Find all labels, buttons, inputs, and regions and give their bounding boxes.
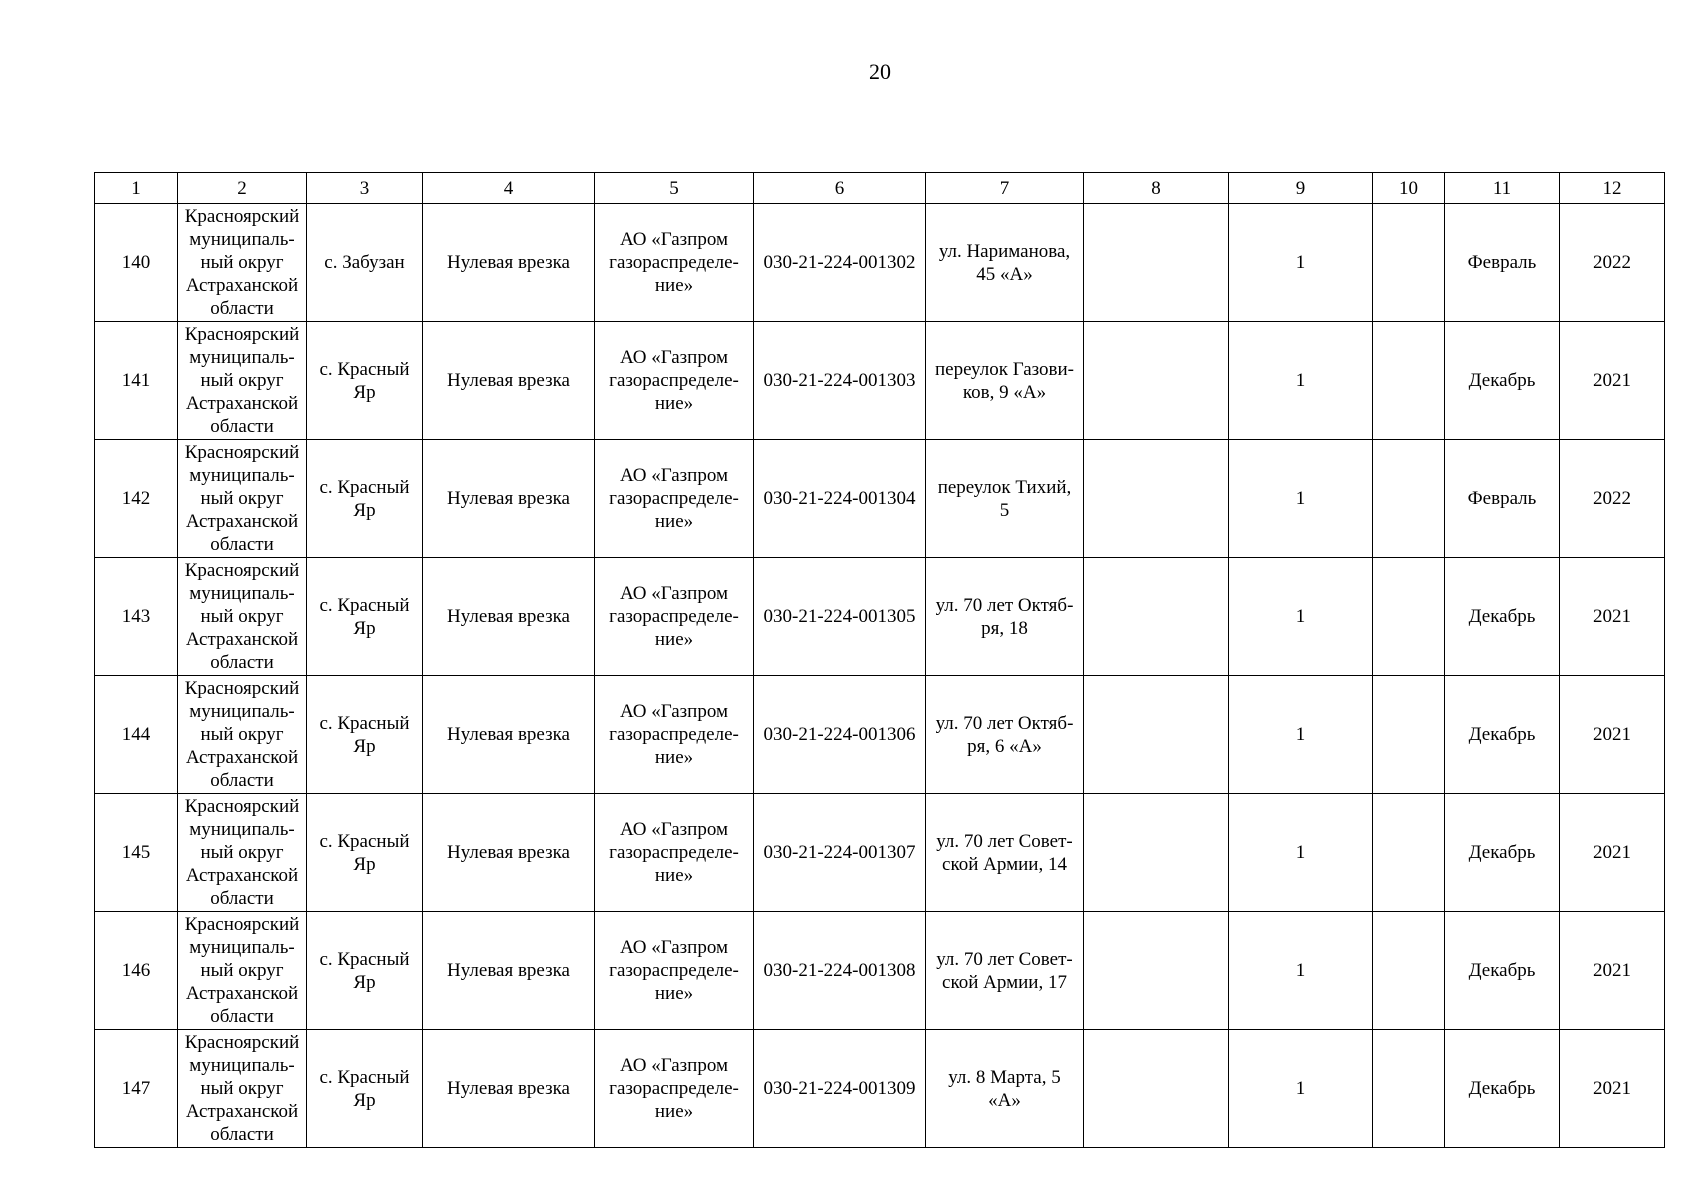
connection-type-cell: Нулевая врезка bbox=[423, 204, 595, 322]
connection-type-cell: Нулевая врезка bbox=[423, 912, 595, 1030]
row-number-cell: 146 bbox=[95, 912, 178, 1030]
column-10-cell bbox=[1373, 912, 1445, 1030]
row-number-cell: 143 bbox=[95, 558, 178, 676]
settlement-cell bbox=[307, 204, 423, 322]
org-line: АО «Газпром bbox=[619, 229, 729, 250]
district-line: области bbox=[210, 416, 274, 437]
quantity-cell: 1 bbox=[1229, 558, 1373, 676]
address-line: ской Армии, 14 bbox=[942, 853, 1067, 875]
month-cell: Февраль bbox=[1445, 204, 1560, 322]
settlement-line: Яр bbox=[353, 735, 376, 757]
column-10-cell bbox=[1373, 558, 1445, 676]
column-10-cell bbox=[1373, 204, 1445, 322]
address-line: ской Армии, 17 bbox=[942, 971, 1067, 993]
connection-type-cell: Нулевая врезка bbox=[423, 794, 595, 912]
registry-table bbox=[94, 172, 1665, 1148]
address-cell bbox=[926, 794, 1084, 912]
district-cell bbox=[178, 1030, 307, 1148]
organization-cell bbox=[595, 912, 754, 1030]
column-header: 10 bbox=[1373, 173, 1445, 204]
table-row bbox=[95, 322, 1665, 440]
settlement-cell bbox=[307, 794, 423, 912]
district-line: Красноярский bbox=[184, 796, 300, 817]
quantity-cell: 1 bbox=[1229, 794, 1373, 912]
district-line: ный округ bbox=[200, 252, 284, 273]
table-row bbox=[95, 1030, 1665, 1148]
district-cell bbox=[178, 440, 307, 558]
column-8-cell bbox=[1084, 204, 1229, 322]
column-8-cell bbox=[1084, 322, 1229, 440]
district-line: области bbox=[210, 1124, 274, 1145]
column-8-cell bbox=[1084, 794, 1229, 912]
org-line: газораспределе- bbox=[609, 1078, 739, 1099]
org-line: газораспределе- bbox=[609, 842, 739, 863]
organization-cell bbox=[595, 1030, 754, 1148]
table-body bbox=[95, 204, 1665, 1148]
org-line: газораспределе- bbox=[609, 370, 739, 391]
column-10-cell bbox=[1373, 440, 1445, 558]
year-cell: 2022 bbox=[1560, 204, 1665, 322]
organization-cell bbox=[595, 794, 754, 912]
district-line: Астраханской bbox=[185, 865, 299, 886]
month-cell: Декабрь bbox=[1445, 322, 1560, 440]
district-line: муниципаль- bbox=[189, 937, 295, 958]
address-cell bbox=[926, 676, 1084, 794]
address-line: ков, 9 «А» bbox=[962, 381, 1047, 403]
object-code-cell: 030-21-224-001309 bbox=[754, 1030, 926, 1148]
address-line: «А» bbox=[988, 1089, 1021, 1111]
address-line: 45 «А» bbox=[976, 263, 1033, 285]
address-line: ул. 70 лет Совет- bbox=[936, 948, 1073, 970]
object-code-cell: 030-21-224-001305 bbox=[754, 558, 926, 676]
address-cell bbox=[926, 440, 1084, 558]
quantity-cell: 1 bbox=[1229, 1030, 1373, 1148]
object-code-cell: 030-21-224-001303 bbox=[754, 322, 926, 440]
year-cell: 2021 bbox=[1560, 558, 1665, 676]
org-line: газораспределе- bbox=[609, 724, 739, 745]
table-row bbox=[95, 912, 1665, 1030]
settlement-line: Яр bbox=[353, 381, 376, 403]
object-code-cell: 030-21-224-001304 bbox=[754, 440, 926, 558]
column-8-cell bbox=[1084, 912, 1229, 1030]
year-cell: 2021 bbox=[1560, 912, 1665, 1030]
table-row bbox=[95, 204, 1665, 322]
district-line: Красноярский bbox=[184, 1032, 300, 1053]
organization-cell bbox=[595, 204, 754, 322]
column-header: 6 bbox=[754, 173, 926, 204]
connection-type-cell: Нулевая врезка bbox=[423, 440, 595, 558]
settlement-line: с. Красный bbox=[319, 594, 410, 616]
district-line: области bbox=[210, 534, 274, 555]
org-line: АО «Газпром bbox=[619, 1055, 729, 1076]
org-line: АО «Газпром bbox=[619, 819, 729, 840]
settlement-cell bbox=[307, 322, 423, 440]
org-line: АО «Газпром bbox=[619, 465, 729, 486]
month-cell: Декабрь bbox=[1445, 676, 1560, 794]
organization-cell bbox=[595, 322, 754, 440]
org-line: газораспределе- bbox=[609, 606, 739, 627]
district-line: муниципаль- bbox=[189, 1055, 295, 1076]
table-row bbox=[95, 558, 1665, 676]
address-line: переулок Газови- bbox=[935, 358, 1074, 380]
quantity-cell: 1 bbox=[1229, 912, 1373, 1030]
district-line: Красноярский bbox=[184, 560, 300, 581]
settlement-line: с. Красный bbox=[319, 358, 410, 380]
district-line: Астраханской bbox=[185, 511, 299, 532]
district-line: Красноярский bbox=[184, 206, 300, 227]
address-line: ул. 70 лет Октяб- bbox=[935, 712, 1074, 734]
address-line: переулок Тихий, bbox=[937, 476, 1072, 498]
org-line: газораспределе- bbox=[609, 960, 739, 981]
column-header: 9 bbox=[1229, 173, 1373, 204]
address-line: ул. 70 лет Совет- bbox=[936, 830, 1073, 852]
column-header: 4 bbox=[423, 173, 595, 204]
district-line: области bbox=[210, 298, 274, 319]
year-cell: 2021 bbox=[1560, 676, 1665, 794]
district-line: Астраханской bbox=[185, 983, 299, 1004]
column-8-cell bbox=[1084, 1030, 1229, 1148]
column-10-cell bbox=[1373, 794, 1445, 912]
month-cell: Декабрь bbox=[1445, 912, 1560, 1030]
row-number-cell: 140 bbox=[95, 204, 178, 322]
connection-type-cell: Нулевая врезка bbox=[423, 558, 595, 676]
settlement-cell bbox=[307, 676, 423, 794]
settlement-cell bbox=[307, 558, 423, 676]
organization-cell bbox=[595, 440, 754, 558]
settlement-cell bbox=[307, 440, 423, 558]
district-cell bbox=[178, 676, 307, 794]
district-line: Астраханской bbox=[185, 629, 299, 650]
connection-type-cell: Нулевая врезка bbox=[423, 1030, 595, 1148]
district-line: ный округ bbox=[200, 606, 284, 627]
settlement-line: Яр bbox=[353, 499, 376, 521]
settlement-line: с. Красный bbox=[319, 476, 410, 498]
column-header: 3 bbox=[307, 173, 423, 204]
address-line: ря, 6 «А» bbox=[967, 735, 1042, 757]
settlement-cell bbox=[307, 912, 423, 1030]
object-code-cell: 030-21-224-001306 bbox=[754, 676, 926, 794]
table-row bbox=[95, 676, 1665, 794]
row-number-cell: 141 bbox=[95, 322, 178, 440]
district-line: Астраханской bbox=[185, 747, 299, 768]
district-line: Астраханской bbox=[185, 1101, 299, 1122]
org-line: ние» bbox=[654, 275, 694, 296]
address-line: ул. 70 лет Октяб- bbox=[935, 594, 1074, 616]
month-cell: Февраль bbox=[1445, 440, 1560, 558]
district-cell bbox=[178, 912, 307, 1030]
month-cell: Декабрь bbox=[1445, 794, 1560, 912]
settlement-line: с. Красный bbox=[319, 1066, 410, 1088]
column-10-cell bbox=[1373, 1030, 1445, 1148]
district-line: области bbox=[210, 888, 274, 909]
settlement-line: с. Забузан bbox=[324, 252, 405, 273]
settlement-line: Яр bbox=[353, 853, 376, 875]
page-number: 20 bbox=[869, 59, 891, 84]
row-number-cell: 142 bbox=[95, 440, 178, 558]
address-cell bbox=[926, 912, 1084, 1030]
column-8-cell bbox=[1084, 558, 1229, 676]
table-row bbox=[95, 794, 1665, 912]
column-header: 1 bbox=[95, 173, 178, 204]
table-row bbox=[95, 440, 1665, 558]
district-line: муниципаль- bbox=[189, 583, 295, 604]
column-8-cell bbox=[1084, 440, 1229, 558]
column-10-cell bbox=[1373, 676, 1445, 794]
settlement-line: Яр bbox=[353, 1089, 376, 1111]
district-cell bbox=[178, 322, 307, 440]
organization-cell bbox=[595, 558, 754, 676]
org-line: ние» bbox=[654, 1101, 694, 1122]
address-line: 5 bbox=[999, 499, 1010, 521]
organization-cell bbox=[595, 676, 754, 794]
address-line: ря, 18 bbox=[981, 617, 1028, 639]
table-header bbox=[95, 173, 1665, 204]
org-line: газораспределе- bbox=[609, 488, 739, 509]
settlement-line: с. Красный bbox=[319, 948, 410, 970]
district-line: муниципаль- bbox=[189, 347, 295, 368]
district-line: Красноярский bbox=[184, 442, 300, 463]
row-number-cell: 145 bbox=[95, 794, 178, 912]
settlement-cell bbox=[307, 1030, 423, 1148]
object-code-cell: 030-21-224-001302 bbox=[754, 204, 926, 322]
column-10-cell bbox=[1373, 322, 1445, 440]
district-cell bbox=[178, 558, 307, 676]
org-line: ние» bbox=[654, 983, 694, 1004]
district-line: ный округ bbox=[200, 488, 284, 509]
district-line: Астраханской bbox=[185, 275, 299, 296]
row-number-cell: 147 bbox=[95, 1030, 178, 1148]
district-line: муниципаль- bbox=[189, 229, 295, 250]
district-cell bbox=[178, 204, 307, 322]
district-line: ный округ bbox=[200, 1078, 284, 1099]
address-line: ул. 8 Марта, 5 bbox=[948, 1066, 1061, 1088]
object-code-cell: 030-21-224-001307 bbox=[754, 794, 926, 912]
district-line: Красноярский bbox=[184, 678, 300, 699]
quantity-cell: 1 bbox=[1229, 676, 1373, 794]
connection-type-cell: Нулевая врезка bbox=[423, 322, 595, 440]
org-line: АО «Газпром bbox=[619, 937, 729, 958]
address-cell bbox=[926, 204, 1084, 322]
year-cell: 2022 bbox=[1560, 440, 1665, 558]
settlement-line: Яр bbox=[353, 971, 376, 993]
district-line: Астраханской bbox=[185, 393, 299, 414]
row-number-cell: 144 bbox=[95, 676, 178, 794]
org-line: ние» bbox=[654, 511, 694, 532]
quantity-cell: 1 bbox=[1229, 204, 1373, 322]
district-line: ный округ bbox=[200, 370, 284, 391]
address-cell bbox=[926, 558, 1084, 676]
object-code-cell: 030-21-224-001308 bbox=[754, 912, 926, 1030]
settlement-line: Яр bbox=[353, 617, 376, 639]
month-cell: Декабрь bbox=[1445, 558, 1560, 676]
address-cell bbox=[926, 322, 1084, 440]
org-line: газораспределе- bbox=[609, 252, 739, 273]
org-line: АО «Газпром bbox=[619, 583, 729, 604]
column-header: 12 bbox=[1560, 173, 1665, 204]
district-line: муниципаль- bbox=[189, 819, 295, 840]
quantity-cell: 1 bbox=[1229, 440, 1373, 558]
column-8-cell bbox=[1084, 676, 1229, 794]
district-line: области bbox=[210, 652, 274, 673]
header-row bbox=[95, 173, 1665, 204]
settlement-line: с. Красный bbox=[319, 830, 410, 852]
connection-type-cell: Нулевая врезка bbox=[423, 676, 595, 794]
org-line: ние» bbox=[654, 747, 694, 768]
org-line: АО «Газпром bbox=[619, 701, 729, 722]
org-line: ние» bbox=[654, 393, 694, 414]
district-line: ный округ bbox=[200, 960, 284, 981]
column-header: 2 bbox=[178, 173, 307, 204]
year-cell: 2021 bbox=[1560, 1030, 1665, 1148]
district-line: области bbox=[210, 770, 274, 791]
district-cell bbox=[178, 794, 307, 912]
column-header: 7 bbox=[926, 173, 1084, 204]
address-cell bbox=[926, 1030, 1084, 1148]
settlement-line: с. Красный bbox=[319, 712, 410, 734]
org-line: АО «Газпром bbox=[619, 347, 729, 368]
district-line: муниципаль- bbox=[189, 465, 295, 486]
year-cell: 2021 bbox=[1560, 794, 1665, 912]
org-line: ние» bbox=[654, 629, 694, 650]
column-header: 8 bbox=[1084, 173, 1229, 204]
year-cell: 2021 bbox=[1560, 322, 1665, 440]
month-cell: Декабрь bbox=[1445, 1030, 1560, 1148]
column-header: 11 bbox=[1445, 173, 1560, 204]
quantity-cell: 1 bbox=[1229, 322, 1373, 440]
column-header: 5 bbox=[595, 173, 754, 204]
org-line: ние» bbox=[654, 865, 694, 886]
district-line: ный округ bbox=[200, 842, 284, 863]
district-line: области bbox=[210, 1006, 274, 1027]
district-line: ный округ bbox=[200, 724, 284, 745]
district-line: Красноярский bbox=[184, 324, 300, 345]
district-line: Красноярский bbox=[184, 914, 300, 935]
district-line: муниципаль- bbox=[189, 701, 295, 722]
address-line: ул. Нариманова, bbox=[938, 240, 1071, 262]
